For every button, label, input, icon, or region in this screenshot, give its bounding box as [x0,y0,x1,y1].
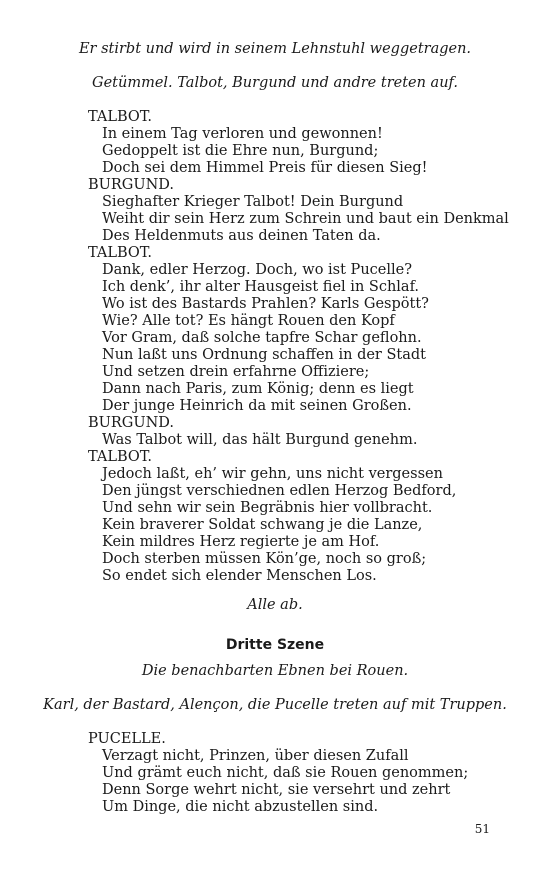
verse-line: Verzagt nicht, Prinzen, über diesen Zufall [102,748,409,764]
stage-direction-exit: Alle ab. [247,597,303,613]
verse-line: Kein braverer Soldat schwang je die Lanze, [102,517,423,533]
speaker-name: BURGUND. [88,177,175,193]
page-number: 51 [474,822,490,836]
verse-line: Dann nach Paris, zum König; denn es liegt [102,381,414,397]
verse-line: Doch sei dem Himmel Preis für diesen Sieg! [102,160,428,176]
scene-heading: Dritte Szene [225,637,325,653]
verse-line: So endet sich elender Menschen Los. [102,568,377,584]
speaker-name: PUCELLE. [88,731,166,747]
verse-line: Ich denk’, ihr alter Hausgeist fiel in Schlaf. [102,279,420,295]
verse-line: Kein mildres Herz regierte je am Hof. [102,534,380,550]
verse-line: Der junge Heinrich da mit seinen Großen. [102,398,412,414]
verse-line: Nun laßt uns Ordnung schaffen in der Stadt [102,347,426,363]
speaker-name: BURGUND. [88,415,175,431]
dialogue-block-2 [88,731,468,816]
verse-line: Den jüngst verschiednen edlen Herzog Bedford, [102,483,457,499]
verse-line: Sieghafter Krieger Talbot! Dein Burgund [102,194,404,210]
verse-line: Denn Sorge wehrt nicht, sie versehrt und zehrt [102,782,451,798]
verse-line: Des Heldenmuts aus deinen Taten da. [102,228,381,244]
verse-line: Um Dinge, die nicht abzustellen sind. [102,799,379,815]
stage-direction-tumult: Getümmel. Talbot, Burgund und andre treten auf. [91,75,459,91]
verse-line: Dank, edler Herzog. Doch, wo ist Pucelle? [102,262,412,278]
verse-line: Jedoch laßt, eh’ wir gehn, uns nicht vergessen [102,466,443,482]
verse-line: Weiht dir sein Herz zum Schrein und baut ein Denkmal [102,211,509,227]
stage-direction-entrance: Karl, der Bastard, Alençon, die Pucelle treten auf mit Truppen. [43,697,507,713]
dialogue-block-1 [88,109,509,585]
stage-direction-death: Er stirbt und wird in seinem Lehnstuhl weggetragen. [78,41,472,57]
verse-line: Und grämt euch nicht, daß sie Rouen genommen; [102,765,469,781]
speaker-name: TALBOT. [88,245,152,261]
scene-setting: Die benachbarten Ebnen bei Rouen. [141,663,409,679]
speaker-name: TALBOT. [88,449,152,465]
verse-line: Wie? Alle tot? Es hängt Rouen den Kopf [102,313,395,329]
verse-line: Gedoppelt ist die Ehre nun, Burgund; [102,143,379,159]
verse-line: Wo ist des Bastards Prahlen? Karls Gespött? [102,296,429,312]
verse-line: Was Talbot will, das hält Burgund genehm. [102,432,418,448]
verse-line: Und setzen drein erfahrne Offiziere; [102,364,370,380]
verse-line: Doch sterben müssen Kön’ge, noch so groß; [102,551,427,567]
verse-line: Vor Gram, daß solche tapfre Schar geflohn. [102,330,422,346]
verse-line: Und sehn wir sein Begräbnis hier vollbracht. [102,500,433,516]
verse-line: In einem Tag verloren und gewonnen! [102,126,383,142]
speaker-name: TALBOT. [88,109,152,125]
